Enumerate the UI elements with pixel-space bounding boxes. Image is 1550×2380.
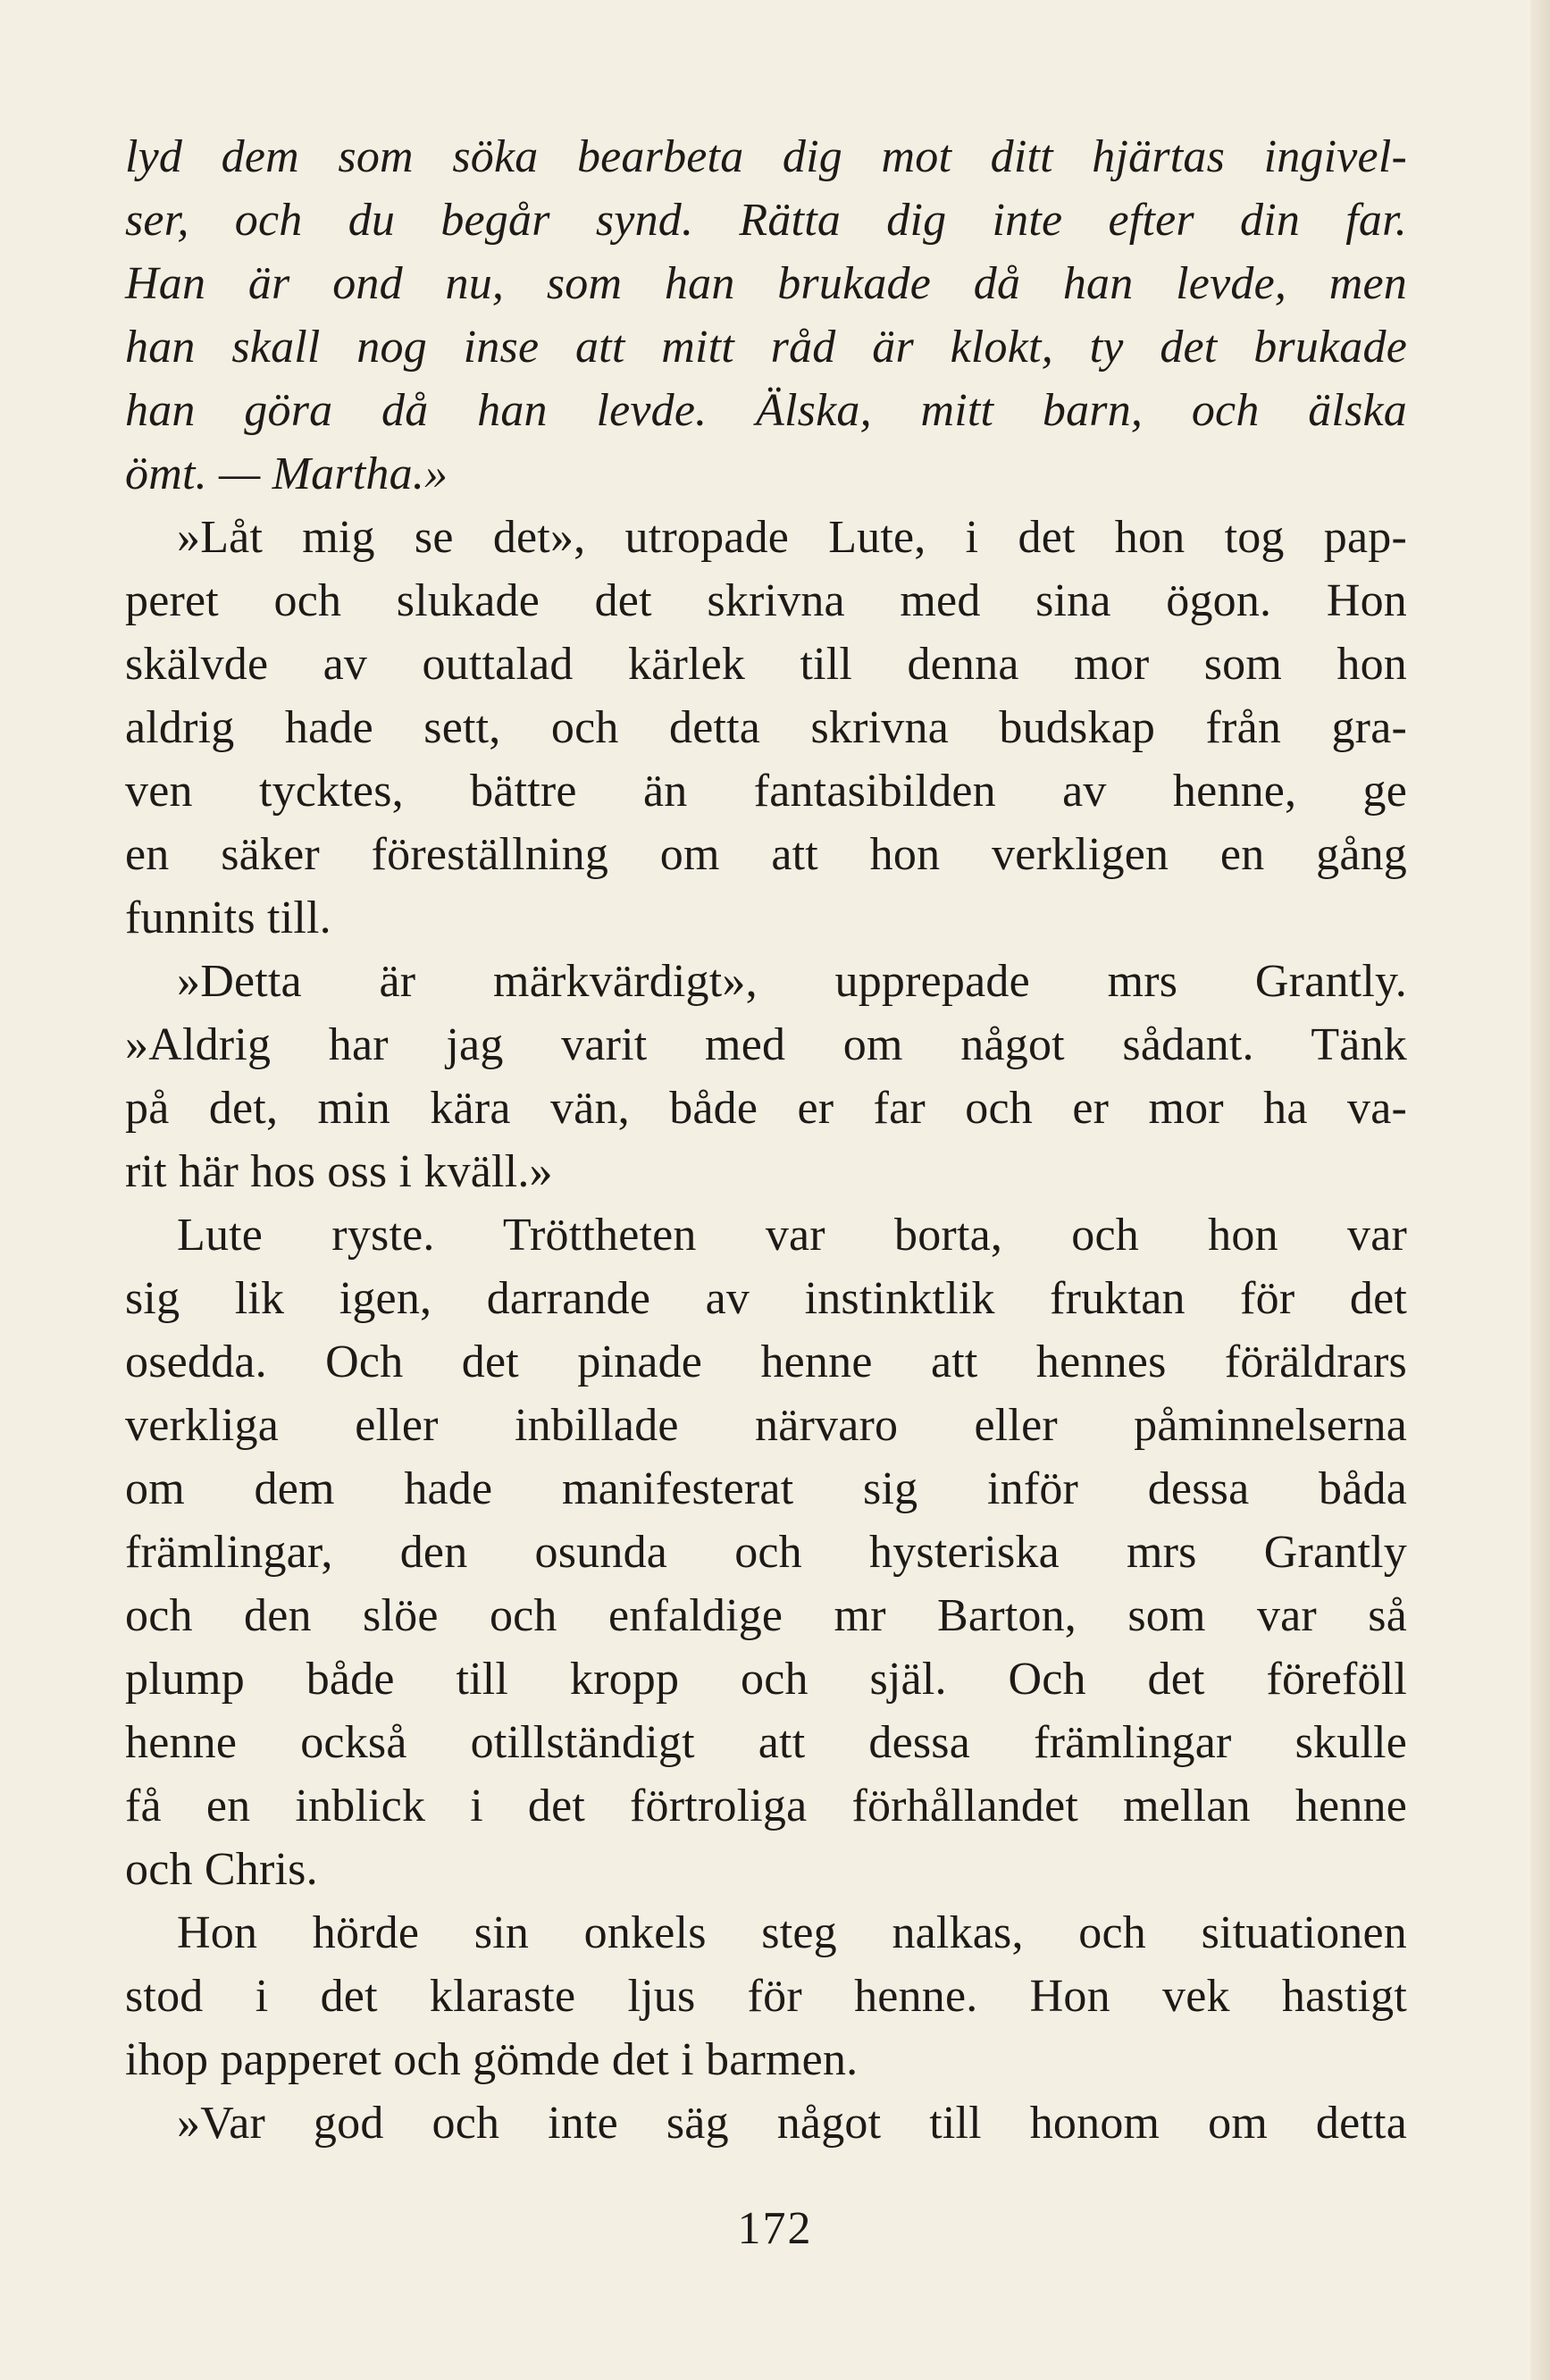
text-line: få en inblick i det förtroliga förhållandet mellan henne — [125, 1781, 1407, 1831]
page-number: 172 — [737, 2203, 813, 2254]
text-line: om dem hade manifesterat sig inför dessa båda — [125, 1463, 1407, 1514]
text-line: funnits till. — [125, 892, 331, 943]
text-line: rit här hos oss i kväll.» — [125, 1146, 553, 1197]
text-line: skälvde av outtalad kärlek till denna mor som hon — [125, 639, 1407, 690]
text-line: aldrig hade sett, och detta skrivna budskap från gra- — [125, 702, 1407, 753]
text-line: Lute ryste. Tröttheten var borta, och hon var — [177, 1210, 1407, 1261]
text-line: henne också otillständigt att dessa främlingar skulle — [125, 1717, 1407, 1768]
text-line: peret och slukade det skrivna med sina ögon. Hon — [125, 575, 1407, 626]
text-line: »Detta är märkvärdigt», upprepade mrs Grantly. — [177, 956, 1407, 1007]
text-line: på det, min kära vän, både er far och er mor ha va- — [125, 1083, 1407, 1134]
text-line: och den slöe och enfaldige mr Barton, som var så — [125, 1590, 1407, 1641]
text-line: Hon hörde sin onkels steg nalkas, och situationen — [177, 1907, 1407, 1958]
text-line: »Låt mig se det», utropade Lute, i det hon tog pap- — [177, 512, 1407, 563]
text-line: ihop papperet och gömde det i barmen. — [125, 2034, 859, 2085]
text-line: »Aldrig har jag varit med om något sådant. Tänk — [125, 1019, 1407, 1070]
text-line: ser, och du begår synd. Rätta dig inte efter din far. — [125, 195, 1407, 246]
body-text — [125, 125, 1407, 2155]
text-line: han skall nog inse att mitt råd är klokt, ty det brukade — [125, 322, 1407, 373]
text-line: sig lik igen, darrande av instinktlik fruktan för det — [125, 1273, 1407, 1324]
text-line: ömt. — Martha.» — [125, 448, 448, 499]
text-line: en säker föreställning om att hon verkligen en gång — [125, 829, 1407, 880]
text-line: plump både till kropp och själ. Och det föreföll — [125, 1654, 1407, 1705]
text-line: »Var god och inte säg något till honom om detta — [177, 2098, 1407, 2149]
text-line: stod i det klaraste ljus för henne. Hon vek hastigt — [125, 1971, 1407, 2022]
text-line: främlingar, den osunda och hysteriska mrs Grantly — [125, 1527, 1407, 1578]
page-edge — [1530, 0, 1550, 2380]
text-line: han göra då han levde. Älska, mitt barn, och älska — [125, 385, 1407, 436]
text-line: Han är ond nu, som han brukade då han levde, men — [125, 258, 1407, 309]
text-line: osedda. Och det pinade henne att hennes föräldrars — [125, 1337, 1407, 1387]
text-line: och Chris. — [125, 1844, 318, 1895]
text-line: ven tycktes, bättre än fantasibilden av henne, ge — [125, 766, 1407, 817]
text-line: verkliga eller inbillade närvaro eller påminnelserna — [125, 1400, 1407, 1451]
text-line: lyd dem som söka bearbeta dig mot ditt hjärtas ingivel- — [125, 131, 1407, 182]
